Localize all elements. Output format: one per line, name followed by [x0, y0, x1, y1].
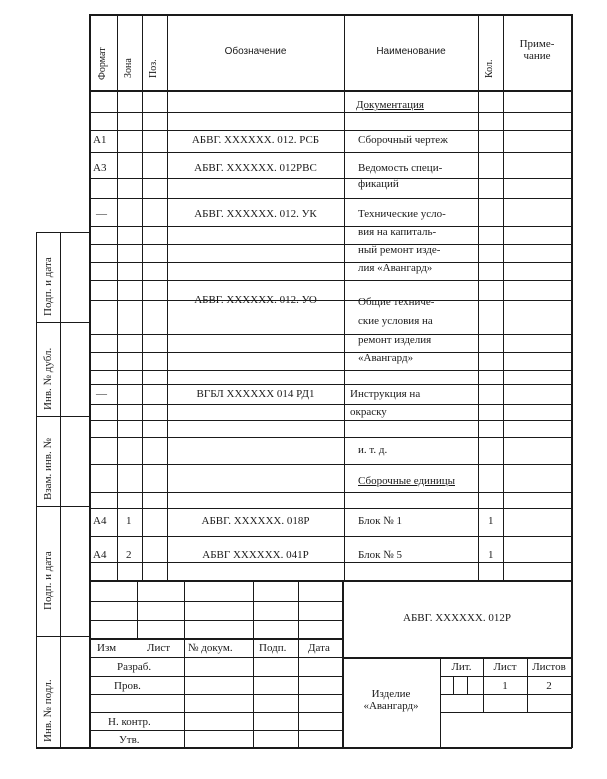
stamp-utv: Утв. — [119, 734, 140, 746]
row4-designation: АБВГ. XXXXXX. 012. УО — [194, 294, 317, 306]
row3-name-4: лия «Авангард» — [358, 262, 433, 274]
header-format: Формат — [97, 47, 108, 80]
row2-name-1: Ведомость специ- — [358, 162, 443, 174]
section-assembly-units: Сборочные единицы — [358, 475, 455, 487]
product-name-1: Изделие — [371, 688, 411, 700]
row4-name-1: Общие техниче- — [358, 296, 435, 308]
row5-name-2: окраску — [350, 406, 387, 418]
row1-designation: АБВГ. XXXXXX. 012. РСБ — [191, 134, 320, 146]
row3-name-3: ный ремонт изде- — [358, 244, 441, 256]
frame-right — [571, 14, 573, 748]
row1-name: Сборочный чертеж — [358, 134, 448, 146]
row5-designation: ВГБЛ XXXXXX 014 РД1 — [196, 388, 315, 400]
row1-format: А1 — [93, 134, 107, 146]
side-label-inv-dubl: Инв. № дубл. — [42, 347, 54, 410]
side-stamp-outer — [36, 232, 37, 748]
row7-qty: 1 — [488, 549, 494, 561]
stamp-sheet: Лист — [493, 661, 517, 673]
stamp-n-kontr: Н. контр. — [108, 716, 151, 728]
doc-code: АБВГ. XXXXXX. 012Р — [403, 612, 511, 624]
row7-format: А4 — [93, 549, 107, 561]
row3-name-1: Технические усло- — [358, 208, 446, 220]
row6-format: А4 — [93, 515, 107, 527]
header-name: Наименование — [376, 46, 446, 57]
header-pos: Поз. — [148, 59, 159, 78]
stamp-sheets-value: 2 — [546, 680, 552, 692]
stamp-izm: Изм — [97, 642, 117, 654]
header-qty: Кол. — [484, 59, 495, 78]
row4-name-3: ремонт изделия — [358, 334, 432, 346]
row2-format: А3 — [93, 162, 107, 174]
stamp-razrab: Разраб. — [117, 661, 152, 673]
stamp-doc-no: № докум. — [188, 642, 233, 654]
row2-name-2: фикаций — [358, 178, 399, 190]
row7-name: Блок № 5 — [358, 549, 402, 561]
row4-name-4: «Авангард» — [358, 352, 414, 364]
side-stamp-divider — [60, 232, 61, 748]
row5-format: — — [96, 388, 107, 400]
side-label-sign-date-1: Подп. и дата — [42, 257, 54, 316]
header-designation: Обозначение — [224, 46, 287, 57]
row6-zone: 1 — [126, 515, 132, 527]
row6-qty: 1 — [488, 515, 494, 527]
row7-zone: 2 — [126, 549, 132, 561]
stamp-podp: Подп. — [259, 642, 287, 654]
side-label-inv-podl: Инв. № подл. — [42, 679, 54, 742]
row6-name: Блок № 1 — [358, 515, 402, 527]
stamp-sheet-value: 1 — [502, 680, 508, 692]
row4-format: — — [96, 294, 107, 306]
frame-top — [89, 14, 572, 16]
row5-name-1: Инструкция на — [350, 388, 421, 400]
stamp-list: Лист — [147, 642, 171, 654]
row-etc: и. т. д. — [358, 444, 388, 456]
side-label-sign-date-2: Подп. и дата — [42, 551, 54, 610]
section-documentation: Документация — [356, 99, 424, 111]
row3-format: — — [96, 208, 107, 220]
stamp-date: Дата — [308, 642, 330, 654]
row3-name-2: вия на капиталь- — [358, 226, 437, 238]
row6-designation: АБВГ. XXXXXX. 018Р — [201, 515, 310, 527]
header-zone: Зона — [123, 58, 134, 78]
stamp-lit: Лит. — [451, 661, 472, 673]
row7-designation: АБВГ XXXXXX. 041Р — [202, 549, 309, 561]
row4-name-2: ские условия на — [358, 315, 433, 327]
row2-designation: АБВГ. XXXXXX. 012РВС — [194, 162, 317, 174]
row3-designation: АБВГ. XXXXXX. 012. УК — [194, 208, 317, 220]
header-note: Приме- чание — [519, 38, 555, 62]
stamp-sheets: Листов — [532, 661, 566, 673]
stamp-prov: Пров. — [114, 680, 141, 692]
product-name-2: «Авангард» — [363, 700, 419, 712]
frame-bottom — [36, 747, 572, 749]
side-label-vzam-inv: Взам. инв. № — [42, 438, 54, 500]
